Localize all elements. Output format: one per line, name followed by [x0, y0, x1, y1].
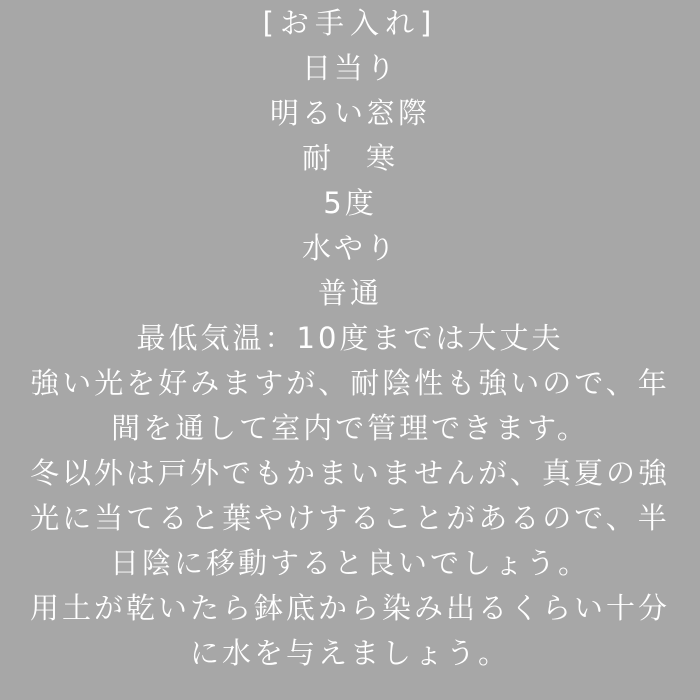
note-watering-line-2: に水を与えましょう。 — [189, 636, 510, 670]
note-light-line-1: 強い光を好みますが、耐陰性も強いので、年 — [30, 366, 670, 400]
care-guide-title: [お手入れ] — [262, 6, 438, 40]
watering-label: 水やり — [301, 231, 398, 265]
cold-tolerance-value: 5度 — [323, 186, 377, 220]
note-watering-line-1: 用土が乾いたら鉢底から染み出るくらい十分 — [29, 591, 670, 625]
note-outdoor-line-3: 日陰に移動すると良いでしょう。 — [109, 546, 590, 580]
sunlight-value: 明るい窓際 — [269, 96, 430, 130]
note-min-temperature: 最低気温：10度までは大丈夫 — [136, 321, 564, 355]
sunlight-label: 日当り — [301, 51, 398, 85]
note-outdoor-line-2: 光に当てると葉やけすることがあるので、半 — [30, 501, 670, 535]
watering-value: 普通 — [317, 276, 382, 310]
cold-tolerance-label: 耐 寒 — [301, 141, 398, 175]
note-outdoor-line-1: 冬以外は戸外でもかまいませんが、真夏の強 — [29, 456, 670, 490]
note-light-line-2: 間を通して室内で管理できます。 — [111, 411, 589, 445]
